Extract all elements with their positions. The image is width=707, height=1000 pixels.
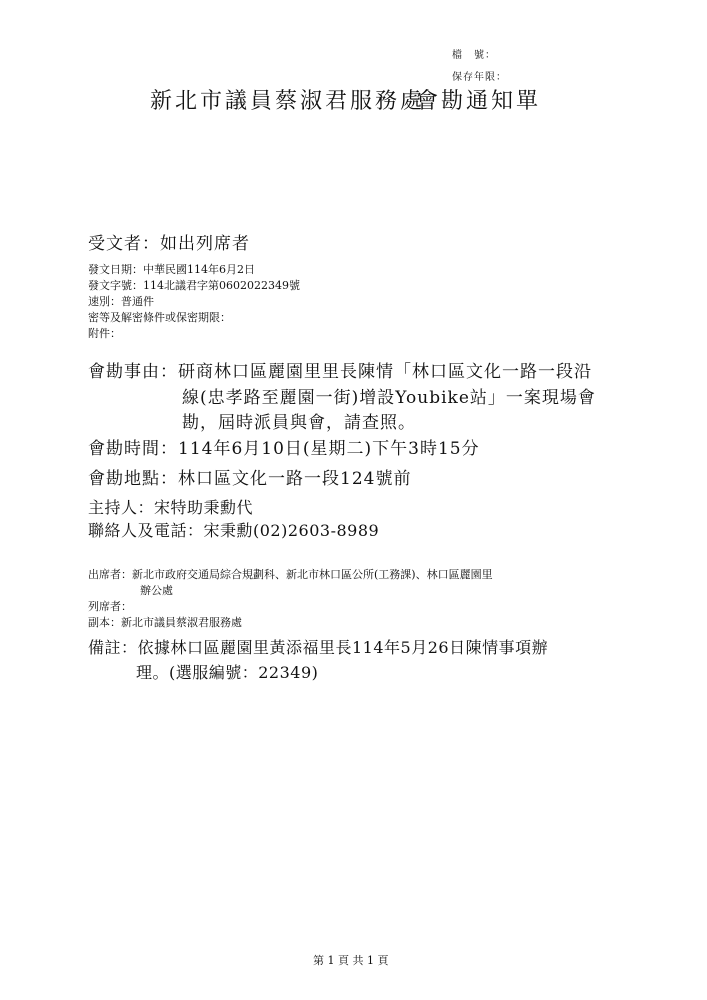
copy-to: 副本：新北市議員蔡淑君服務處 (88, 616, 242, 629)
page-number: 第 1 頁 共 1 頁 (313, 954, 389, 967)
issue-date: 發文日期：中華民國114年6月2日 (88, 263, 255, 276)
remarks-line-2: 理。(選服編號：22349) (136, 663, 319, 682)
host: 主持人：宋特助秉勳代 (88, 498, 254, 517)
observers: 列席者： (88, 600, 132, 613)
subject-line-3: 勘，屆時派員與會，請查照。 (182, 413, 416, 433)
delivery-speed: 速別：普通件 (88, 295, 154, 308)
recipient: 受文者：如出列席者 (88, 234, 250, 254)
inspection-time: 會勘時間：114年6月10日(星期二)下午3時15分 (88, 439, 480, 459)
attendees-line-2: 辦公處 (140, 584, 173, 597)
attendees-line-1: 出席者：新北市政府交通局綜合規劃科、新北市林口區公所(工務課)、林口區麗園里 (88, 568, 493, 581)
file-number-label: 檔 號： (452, 50, 496, 61)
attachment: 附件： (88, 327, 121, 340)
subject-line-1: 會勘事由：研商林口區麗園里里長陳情「林口區文化一路一段沿 (88, 362, 592, 382)
subject-line-2: 線(忠孝路至麗園一街)增設Youbike站」一案現場會 (182, 388, 596, 408)
inspection-location: 會勘地點：林口區文化一路一段124號前 (88, 469, 412, 489)
remarks-line-1: 備註：依據林口區麗園里黃添福里長114年5月26日陳情事項辦 (88, 638, 549, 657)
office-title: 新北市議員蔡淑君服務處 (150, 89, 426, 114)
contact: 聯絡人及電話：宋秉勳(02)2603-8989 (88, 521, 380, 540)
document-type-title: 會勘通知單 (416, 89, 542, 114)
document-number: 發文字號：114北議君字第0602022349號 (88, 279, 300, 292)
secrecy-level: 密等及解密條件或保密期限： (88, 311, 231, 324)
retention-period-label: 保存年限： (452, 72, 507, 83)
